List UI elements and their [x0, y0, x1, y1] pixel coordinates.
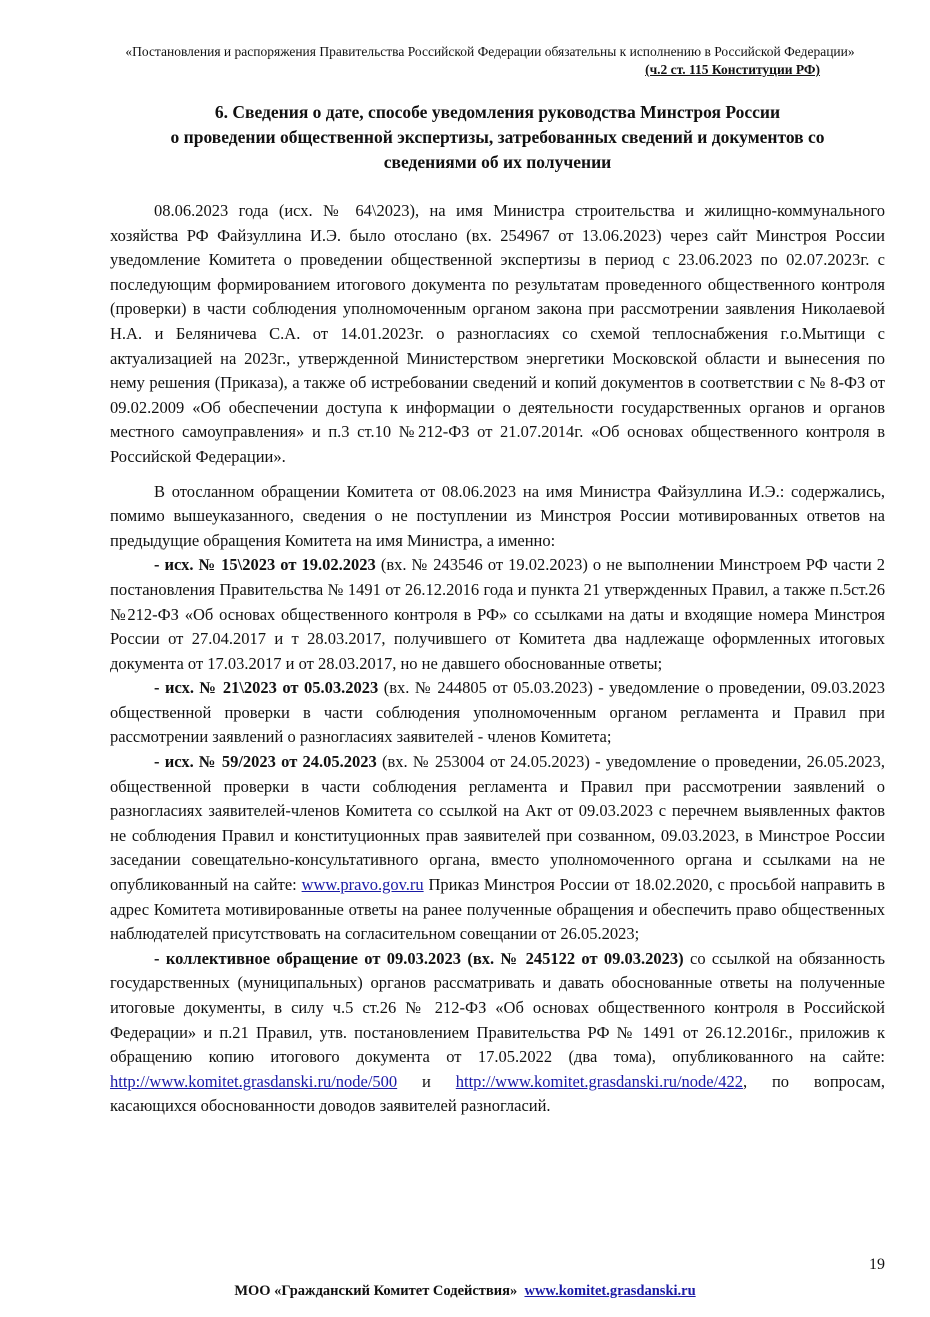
list-item — [110, 947, 885, 1119]
constitution-reference: (ч.2 ст. 115 Конституции РФ) — [645, 62, 820, 77]
section-title — [110, 100, 885, 175]
item-text: (вх. № 244805 от 05.03.2023) - уведомление о проведении, 09.03.2023 общественной проверки в части соблюдения уполномоченным органом регламента и Правил при рассмотрении заявлений о разногласиях заявителей - членов Комитета; — [110, 678, 885, 747]
item-reference: - исх. № 59/2023 от 24.05.2023 — [154, 752, 377, 772]
section-title-line: 6. Сведения о дате, способе уведомления руководства Минстроя России — [214, 102, 781, 122]
header-quote: «Постановления и распоряжения Правительства Российской Федерации обязательны к исполнению в Российской Федерации» — [125, 44, 855, 59]
paragraph-notification: 08.06.2023 года (исх. № 64\2023), на имя Министра строительства и жилищно-коммунального хозяйства РФ Файзуллина И.Э. было отослано (вх. 254967 от 13.06.2023) через сайт Минстроя России уведомление Комитета о проведении общественной экспертизы в период с 23.06.2023 по 02.07.2023г. с последующим формированием итогового документа по результатам проведенного общественного контроля (проверки) в части соблюдения уполномоченным органом закона при рассмотрении заявления Николаевой Н.А. и Беляничева С.А. от 14.01.2023г. о разногласиях со схемой теплоснабжения г.о.Мытищи с актуализацией на 2023г., утвержденной Министерством энергетики Московской области и вынесения по нему решения (Приказа), а также об истребовании сведений и копий документов в соответствии с № 8-ФЗ от 09.02.2009 «Об обеспечении доступа к информации о деятельности государственных органов и органов местного самоуправления» и п.3 ст.10 №212-ФЗ от 21.07.2014г. «Об основах общественного контроля в Российской Федерации». — [110, 201, 885, 466]
item-text: Приказ Минстроя России от 18.02.2020, с просьбой направить в адрес Комитета мотивированные ответы на ранее полученные обращения и обеспечить право общественных наблюдателей присутствовать на согласительном совещании от 26.05.2023; — [110, 875, 885, 944]
item-reference: - исх. № 15\2023 от 19.02.2023 — [154, 555, 376, 575]
item-reference: - коллективное обращение от 09.03.2023 (вх. № 245122 от 09.03.2023) — [154, 948, 684, 968]
footer — [0, 1283, 930, 1300]
list-item — [110, 750, 885, 947]
paragraph-appeal: В отосланном обращении Комитета от 08.06.2023 на имя Министра Файзуллина И.Э.: содержались, помимо вышеуказанного, сведения о не поступлении из Минстроя России мотивированных ответов на предыдущие обращения Комитета на имя Министра, а именно: — [110, 481, 885, 550]
section-title-line: сведениями об их получении — [383, 152, 612, 172]
item-text: (вх. № 243546 от 19.02.2023) о не выполнении Минстроем РФ части 2 постановления Правительства № 1491 от 26.12.2016 года и пункта 21 утвержденных Правил, а также п.5ст.26 №212-ФЗ «Об основах общественного контроля в РФ» со ссылками на даты и входящие номера Минстроя России от 27.04.2017 и т 28.03.2017, получившего от Комитета два надлежаще оформленных итоговых документа от 17.03.2017 и от 28.03.2017, но не давшего обоснованные ответы; — [110, 555, 885, 673]
item-reference: - исх. № 21\2023 от 05.03.2023 — [154, 678, 379, 698]
footer-org: МОО «Гражданский Комитет Содействия» — [234, 1283, 518, 1299]
list-item — [110, 553, 885, 676]
pravo-link[interactable]: www.pravo.gov.ru — [301, 875, 424, 895]
list-item — [110, 676, 885, 750]
item-text: , по вопросам, касающихся обоснованности доводов заявителей разногласий. — [110, 1071, 885, 1116]
footer-site-link[interactable]: www.komitet.grasdanski.ru — [524, 1283, 696, 1299]
document-body — [110, 199, 885, 1119]
item-text: и — [397, 1071, 456, 1091]
section-title-line: о проведении общественной экспертизы, затребованных сведений и документов со — [170, 127, 825, 147]
item-text: со ссылкой на обязанность государственных (муниципальных) органов рассматривать и давать обоснованные ответы на полученные итоговые документы, в силу ч.5 ст.26 № 212-ФЗ «Об основах общественного контроля в Российской Федерации» и п.21 Правил, утв. постановлением Правительства РФ № 1491 от 26.12.2016г., приложив к обращению копию итогового документа от 17.05.2022 (два тома), опубликованного на сайте: — [110, 948, 885, 1067]
komitet-node-422-link[interactable]: http://www.komitet.grasdanski.ru/node/422 — [455, 1071, 743, 1091]
page-number: 19 — [869, 1256, 885, 1273]
komitet-node-500-link[interactable]: http://www.komitet.grasdanski.ru/node/500 — [110, 1071, 398, 1091]
item-text: (вх. № 253004 от 24.05.2023) - уведомление о проведении, 26.05.2023, общественной проверки в части соблюдения регламента и Правил при рассмотрении заявлений о разногласиях заявителей-членов Комитета со ссылкой на Акт от 09.03.2023 с перечнем выявленных фактов не соблюдения Правил и конституционных прав заявителей при созванном, 09.03.2023, в Минстрое России заседании совещательно-консультативного органа, вместо уполномоченного органа и ссылками на не опубликованный на сайте: — [110, 752, 885, 895]
